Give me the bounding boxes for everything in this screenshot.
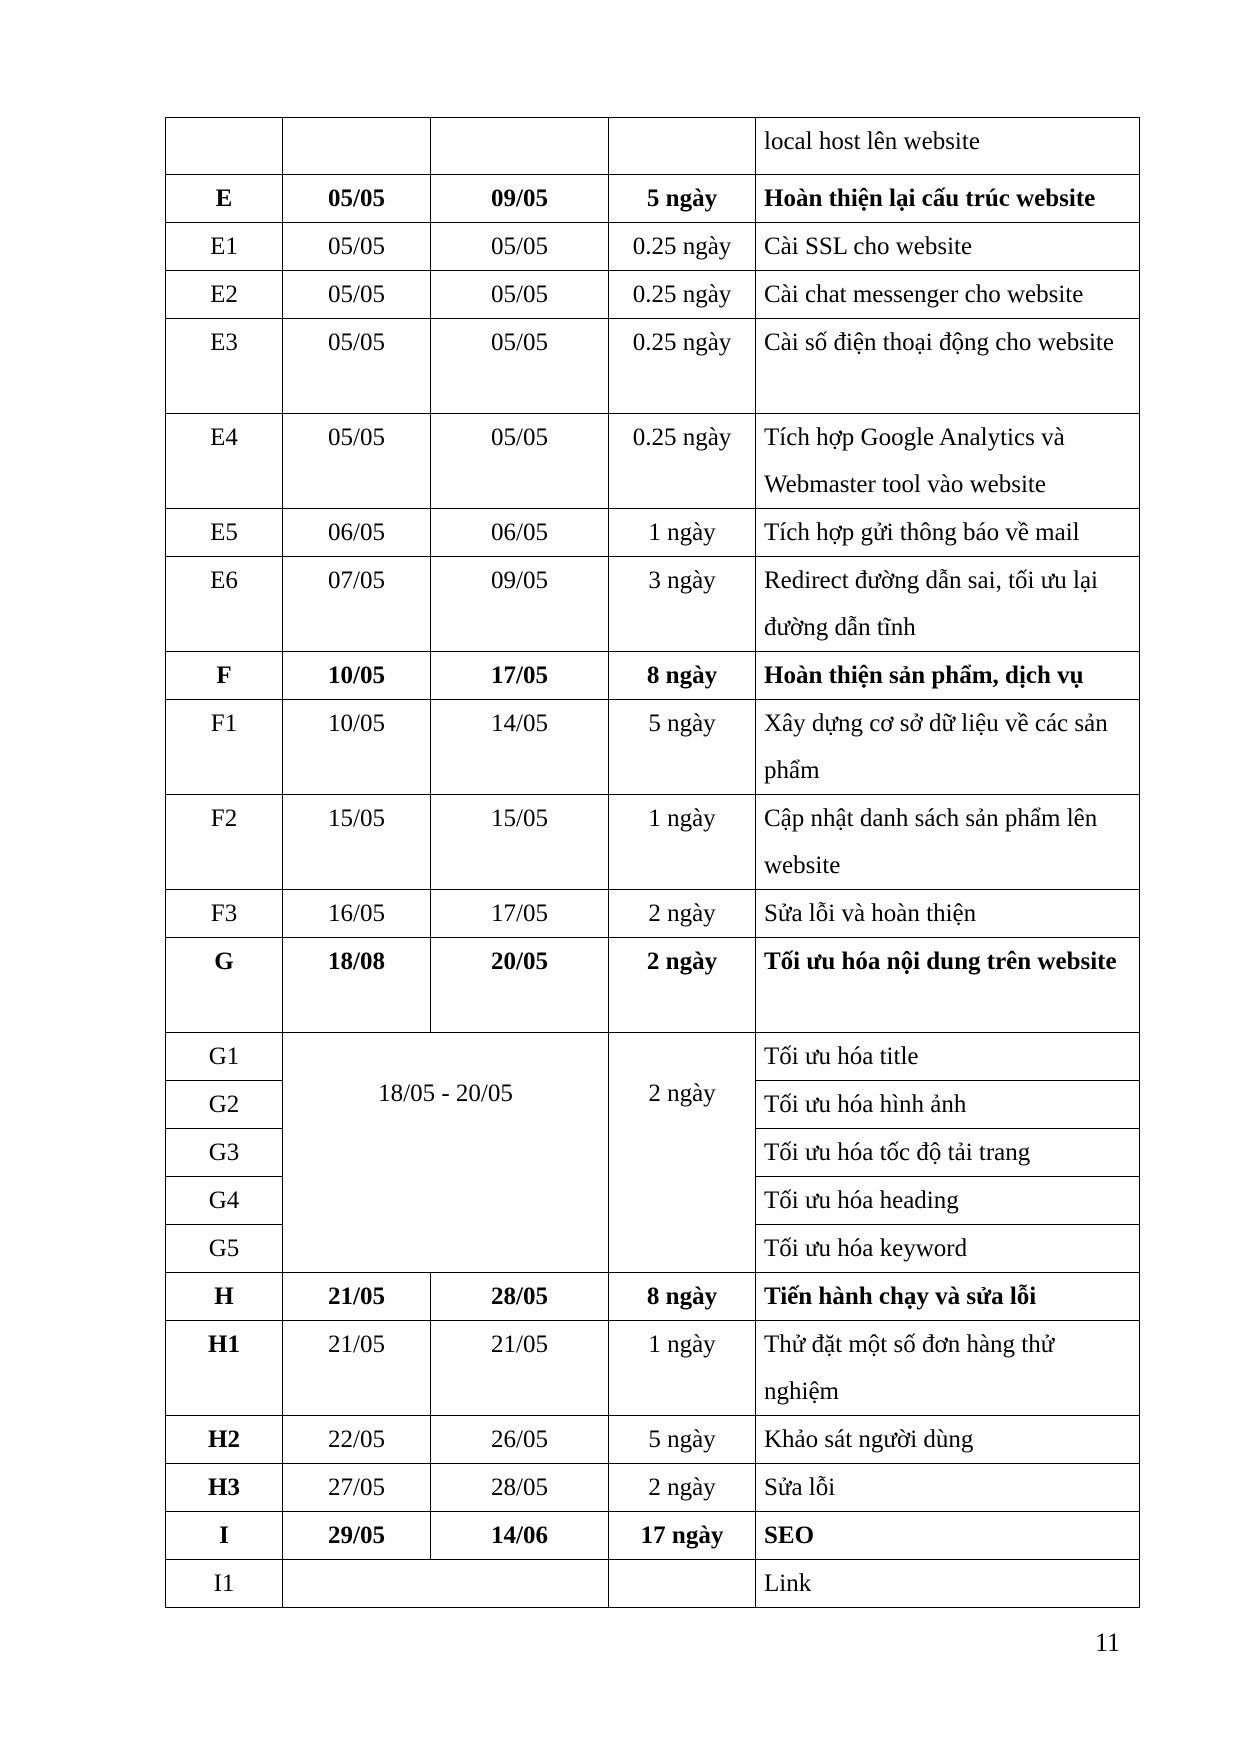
task-description-cell: Tối ưu hóa keyword	[756, 1225, 1140, 1273]
start-date-cell: 22/05	[283, 1416, 431, 1464]
duration-cell: 8 ngày	[609, 1273, 756, 1321]
start-date-cell: 05/05	[283, 223, 431, 271]
start-date-cell: 10/05	[283, 700, 431, 795]
start-date-cell: 05/05	[283, 271, 431, 319]
task-description-cell: Hoàn thiện sản phẩm, dịch vụ	[756, 652, 1140, 700]
task-id-cell: E1	[166, 223, 283, 271]
page-number: 11	[1095, 1628, 1121, 1657]
task-description-cell: Tiến hành chạy và sửa lỗi	[756, 1273, 1140, 1321]
end-date-cell: 05/05	[431, 414, 609, 509]
table-row	[166, 414, 1140, 509]
table-row	[166, 1512, 1140, 1560]
task-id-cell: E3	[166, 319, 283, 414]
task-description-cell: Xây dựng cơ sở dữ liệu về các sản phẩm	[756, 700, 1140, 795]
duration-cell: 0.25 ngày	[609, 223, 756, 271]
schedule-table	[165, 117, 1140, 1608]
task-description-cell: Khảo sát người dùng	[756, 1416, 1140, 1464]
table-row	[166, 1273, 1140, 1321]
task-id-cell: E5	[166, 509, 283, 557]
task-id-cell: G3	[166, 1129, 283, 1177]
task-id-cell: H2	[166, 1416, 283, 1464]
task-id-cell: E4	[166, 414, 283, 509]
task-id-cell: E6	[166, 557, 283, 652]
end-date-cell: 26/05	[431, 1416, 609, 1464]
task-description-cell: Sửa lỗi	[756, 1464, 1140, 1512]
task-description-cell: local host lên website	[756, 118, 1140, 175]
task-description-cell: Tối ưu hóa heading	[756, 1177, 1140, 1225]
end-date-cell: 15/05	[431, 795, 609, 890]
task-description-cell: Cập nhật danh sách sản phẩm lên website	[756, 795, 1140, 890]
duration-cell: 0.25 ngày	[609, 414, 756, 509]
task-id-cell: E2	[166, 271, 283, 319]
duration-cell: 1 ngày	[609, 795, 756, 890]
table-row	[166, 175, 1140, 223]
table-row	[166, 1033, 1140, 1081]
duration-cell: 2 ngày	[609, 938, 756, 1033]
task-description-cell: Tối ưu hóa title	[756, 1033, 1140, 1081]
end-date-cell: 09/05	[431, 557, 609, 652]
duration-cell: 17 ngày	[609, 1512, 756, 1560]
task-id-cell: F3	[166, 890, 283, 938]
task-id-cell: I	[166, 1512, 283, 1560]
start-date-cell	[283, 118, 431, 175]
task-id-cell: H1	[166, 1321, 283, 1416]
table-row	[166, 1560, 1140, 1608]
duration-cell: 1 ngày	[609, 1321, 756, 1416]
start-date-cell: 15/05	[283, 795, 431, 890]
start-date-cell: 18/08	[283, 938, 431, 1033]
start-date-cell: 05/05	[283, 414, 431, 509]
start-date-cell: 05/05	[283, 175, 431, 223]
duration-cell: 3 ngày	[609, 557, 756, 652]
start-date-cell: 07/05	[283, 557, 431, 652]
task-id-cell: F	[166, 652, 283, 700]
duration-cell: 5 ngày	[609, 175, 756, 223]
duration-cell: 0.25 ngày	[609, 319, 756, 414]
task-description-cell: SEO	[756, 1512, 1140, 1560]
task-id-cell: E	[166, 175, 283, 223]
end-date-cell: 14/05	[431, 700, 609, 795]
end-date-cell: 21/05	[431, 1321, 609, 1416]
task-description-cell: Thử đặt một số đơn hàng thử nghiệm	[756, 1321, 1140, 1416]
table-row	[166, 223, 1140, 271]
table-row	[166, 1321, 1140, 1416]
task-id-cell: G4	[166, 1177, 283, 1225]
table-row	[166, 118, 1140, 175]
start-date-cell: 10/05	[283, 652, 431, 700]
task-id-cell: F1	[166, 700, 283, 795]
end-date-cell: 05/05	[431, 319, 609, 414]
task-description-cell: Tối ưu hóa nội dung trên website	[756, 938, 1140, 1033]
table-row	[166, 1464, 1140, 1512]
start-date-cell: 29/05	[283, 1512, 431, 1560]
task-description-cell: Hoàn thiện lại cấu trúc website	[756, 175, 1140, 223]
duration-cell: 8 ngày	[609, 652, 756, 700]
table-row	[166, 271, 1140, 319]
table-row	[166, 700, 1140, 795]
table-row	[166, 890, 1140, 938]
start-date-cell: 05/05	[283, 319, 431, 414]
table-row	[166, 652, 1140, 700]
task-id-cell: F2	[166, 795, 283, 890]
task-description-cell: Cài chat messenger cho website	[756, 271, 1140, 319]
start-date-cell: 16/05	[283, 890, 431, 938]
start-date-cell: 21/05	[283, 1273, 431, 1321]
task-description-cell: Sửa lỗi và hoàn thiện	[756, 890, 1140, 938]
task-id-cell: G5	[166, 1225, 283, 1273]
task-id-cell: H	[166, 1273, 283, 1321]
task-description-cell: Tối ưu hóa hình ảnh	[756, 1081, 1140, 1129]
task-description-cell: Link	[756, 1560, 1140, 1608]
end-date-cell: 14/06	[431, 1512, 609, 1560]
task-description-cell: Cài SSL cho website	[756, 223, 1140, 271]
duration-cell: 5 ngày	[609, 1416, 756, 1464]
date-range-cell: 18/05 - 20/05	[283, 1033, 609, 1273]
table-row	[166, 557, 1140, 652]
end-date-cell: 20/05	[431, 938, 609, 1033]
end-date-cell: 05/05	[431, 223, 609, 271]
task-description-cell: Cài số điện thoại động cho website	[756, 319, 1140, 414]
start-date-cell: 21/05	[283, 1321, 431, 1416]
duration-cell	[609, 1560, 756, 1608]
duration-cell: 2 ngày	[609, 1033, 756, 1273]
duration-cell: 0.25 ngày	[609, 271, 756, 319]
table-row	[166, 319, 1140, 414]
date-range-cell	[283, 1560, 609, 1608]
table-row	[166, 1416, 1140, 1464]
end-date-cell: 28/05	[431, 1273, 609, 1321]
duration-cell: 2 ngày	[609, 1464, 756, 1512]
task-description-cell: Tích hợp Google Analytics và Webmaster tool vào website	[756, 414, 1140, 509]
end-date-cell: 06/05	[431, 509, 609, 557]
table-row	[166, 509, 1140, 557]
task-description-cell: Redirect đường dẫn sai, tối ưu lại đường dẫn tĩnh	[756, 557, 1140, 652]
task-id-cell: G2	[166, 1081, 283, 1129]
duration-cell	[609, 118, 756, 175]
duration-cell: 5 ngày	[609, 700, 756, 795]
duration-cell: 2 ngày	[609, 890, 756, 938]
end-date-cell: 09/05	[431, 175, 609, 223]
task-id-cell: G1	[166, 1033, 283, 1081]
task-id-cell: H3	[166, 1464, 283, 1512]
end-date-cell	[431, 118, 609, 175]
table-row	[166, 938, 1140, 1033]
table-row	[166, 795, 1140, 890]
task-description-cell: Tích hợp gửi thông báo về mail	[756, 509, 1140, 557]
end-date-cell: 17/05	[431, 652, 609, 700]
task-id-cell: I1	[166, 1560, 283, 1608]
end-date-cell: 28/05	[431, 1464, 609, 1512]
start-date-cell: 06/05	[283, 509, 431, 557]
duration-cell: 1 ngày	[609, 509, 756, 557]
task-id-cell: G	[166, 938, 283, 1033]
start-date-cell: 27/05	[283, 1464, 431, 1512]
task-id-cell	[166, 118, 283, 175]
task-description-cell: Tối ưu hóa tốc độ tải trang	[756, 1129, 1140, 1177]
end-date-cell: 05/05	[431, 271, 609, 319]
end-date-cell: 17/05	[431, 890, 609, 938]
